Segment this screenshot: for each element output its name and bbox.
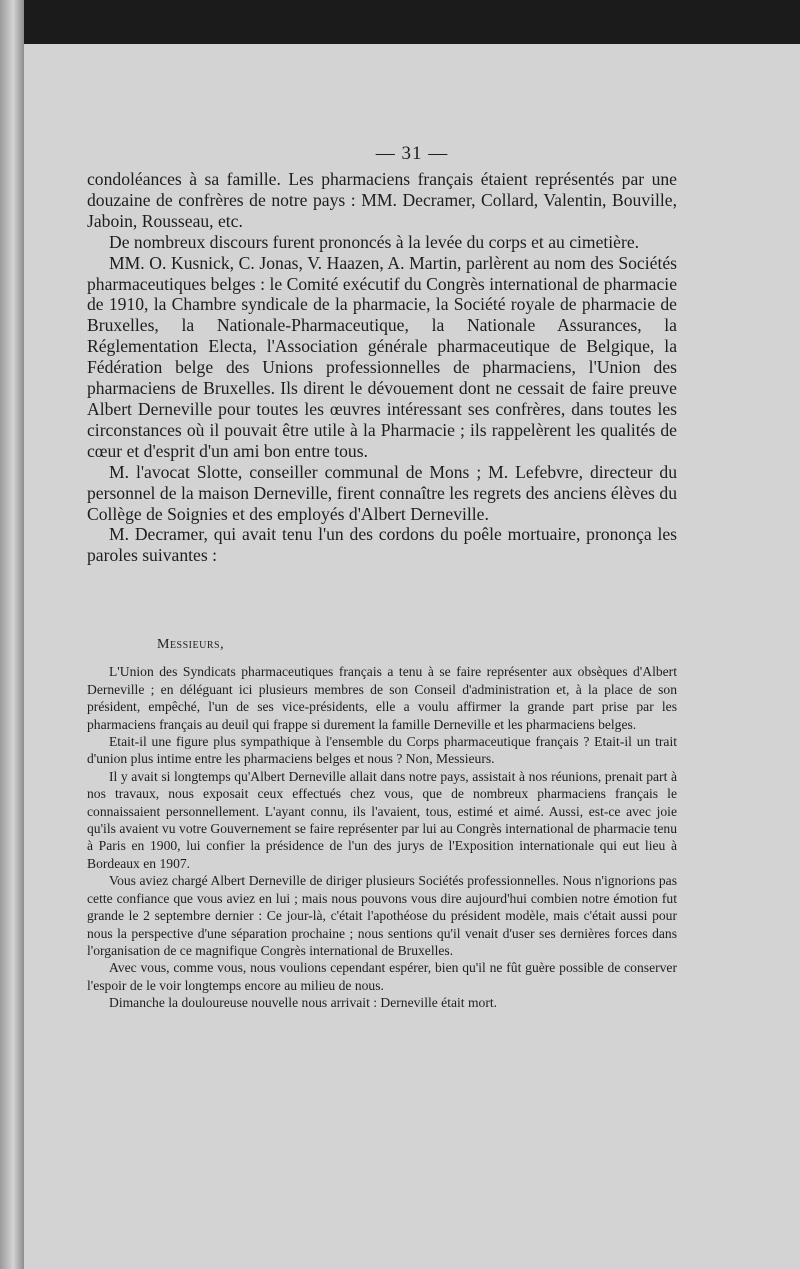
paragraph: MM. O. Kusnick, C. Jonas, V. Haazen, A. Martin, parlèrent au nom des Sociétés pharmaceutiques belges : le Comité exécutif du Congrès international de pharmacie de 1910, la Chambre syndicale de la pharmacie, la Société royale de pharmacie de Bruxelles, la Nationale-Pharmaceutique, la Nationale Assurances, la Réglementation Electa, l'Association générale pharmaceutique de Belgique, la Fédération belge des Unions professionnelles de pharmaciens, l'Union des pharmaciens de Bruxelles. Ils dirent le dévouement dont ne cessait de faire preuve Albert Derneville pour toutes les œuvres intéressant ses confrères, dans toutes les circonstances où il pouvait être utile à la Pharmacie ; ils rappelèrent les qualités de cœur et d'esprit d'un ami bon entre tous. [87,252,677,461]
main-text [87,169,677,566]
speech-paragraph: Etait-il une figure plus sympathique à l'ensemble du Corps pharmaceutique français ? Etait-il un trait d'union plus intime entre les pharmaciens belges et nous ? Non, Messieurs. [87,734,677,767]
page-number: — 31 — [375,143,449,164]
book-page [24,44,800,1269]
speech-paragraph: Il y avait si longtemps qu'Albert Derneville allait dans notre pays, assistait à nos réunions, prenait part à nos travaux, nous exposait ceux effectués chez vous, que de nombreux pharmaciens français le connaissaient personnellement. L'ayant connu, ils l'avaient, tous, estimé et aimé. Aussi, est-ce avec joie qu'ils avaient vu votre Gouvernement se faire représenter par lui au Congrès international de pharmacie tenu à Paris en 1900, lui confier la présidence de l'un des jurys de l'Exposition internationale qui eut lieu à Bordeaux en 1907. [87,768,677,871]
book-binding [0,0,24,1269]
paragraph: M. Decramer, qui avait tenu l'un des cordons du poêle mortuaire, prononça les paroles suivantes : [87,524,677,566]
speech-paragraph: L'Union des Syndicats pharmaceutiques français a tenu à se faire représenter aux obsèques d'Albert Derneville ; en déléguant ici plusieurs membres de son Conseil d'administration et, à la place de son président, empêché, l'un de ses vice-présidents, elle a voulu affirmer la grande part prise par les pharmaciens français au deuil qui frappe si durement la famille Derneville et les pharmaciens belges. [87,664,677,732]
speech-salutation: Messieurs, [157,637,225,652]
paragraph: De nombreux discours furent prononcés à la levée du corps et au cimetière. [109,231,640,252]
paragraph: M. l'avocat Slotte, conseiller communal de Mons ; M. Lefebvre, directeur du personnel de la maison Derneville, firent connaître les regrets des anciens élèves du Collège de Soignies et des employés d'Albert Derneville. [87,461,677,524]
speech-paragraph: Dimanche la douloureuse nouvelle nous arrivait : Derneville était mort. [109,995,498,1011]
speech-block [87,636,677,1012]
speech-paragraph: Avec vous, comme vous, nous voulions cependant espérer, bien qu'il ne fût guère possible de conserver l'espoir de le voir longtemps encore au milieu de nous. [87,960,677,993]
speech-paragraph: Vous aviez chargé Albert Derneville de diriger plusieurs Sociétés professionnelles. Nous n'ignorions pas cette confiance que vous aviez en lui ; mais nous pouvons vous dire aujourd'hui combien notre émotion fut grande le 2 septembre dernier : Ce jour-là, c'était l'apothéose du président modèle, mais c'était aussi pour nous la perspective d'une séparation prochaine ; nous sentions qu'il venait d'user ses dernières forces dans l'organisation de ce magnifique Congrès international de Bruxelles. [87,873,677,958]
paragraph: condoléances à sa famille. Les pharmaciens français étaient représentés par une douzaine de confrères de notre pays : MM. Decramer, Collard, Valentin, Bouville, Jaboin, Rousseau, etc. [87,169,677,231]
